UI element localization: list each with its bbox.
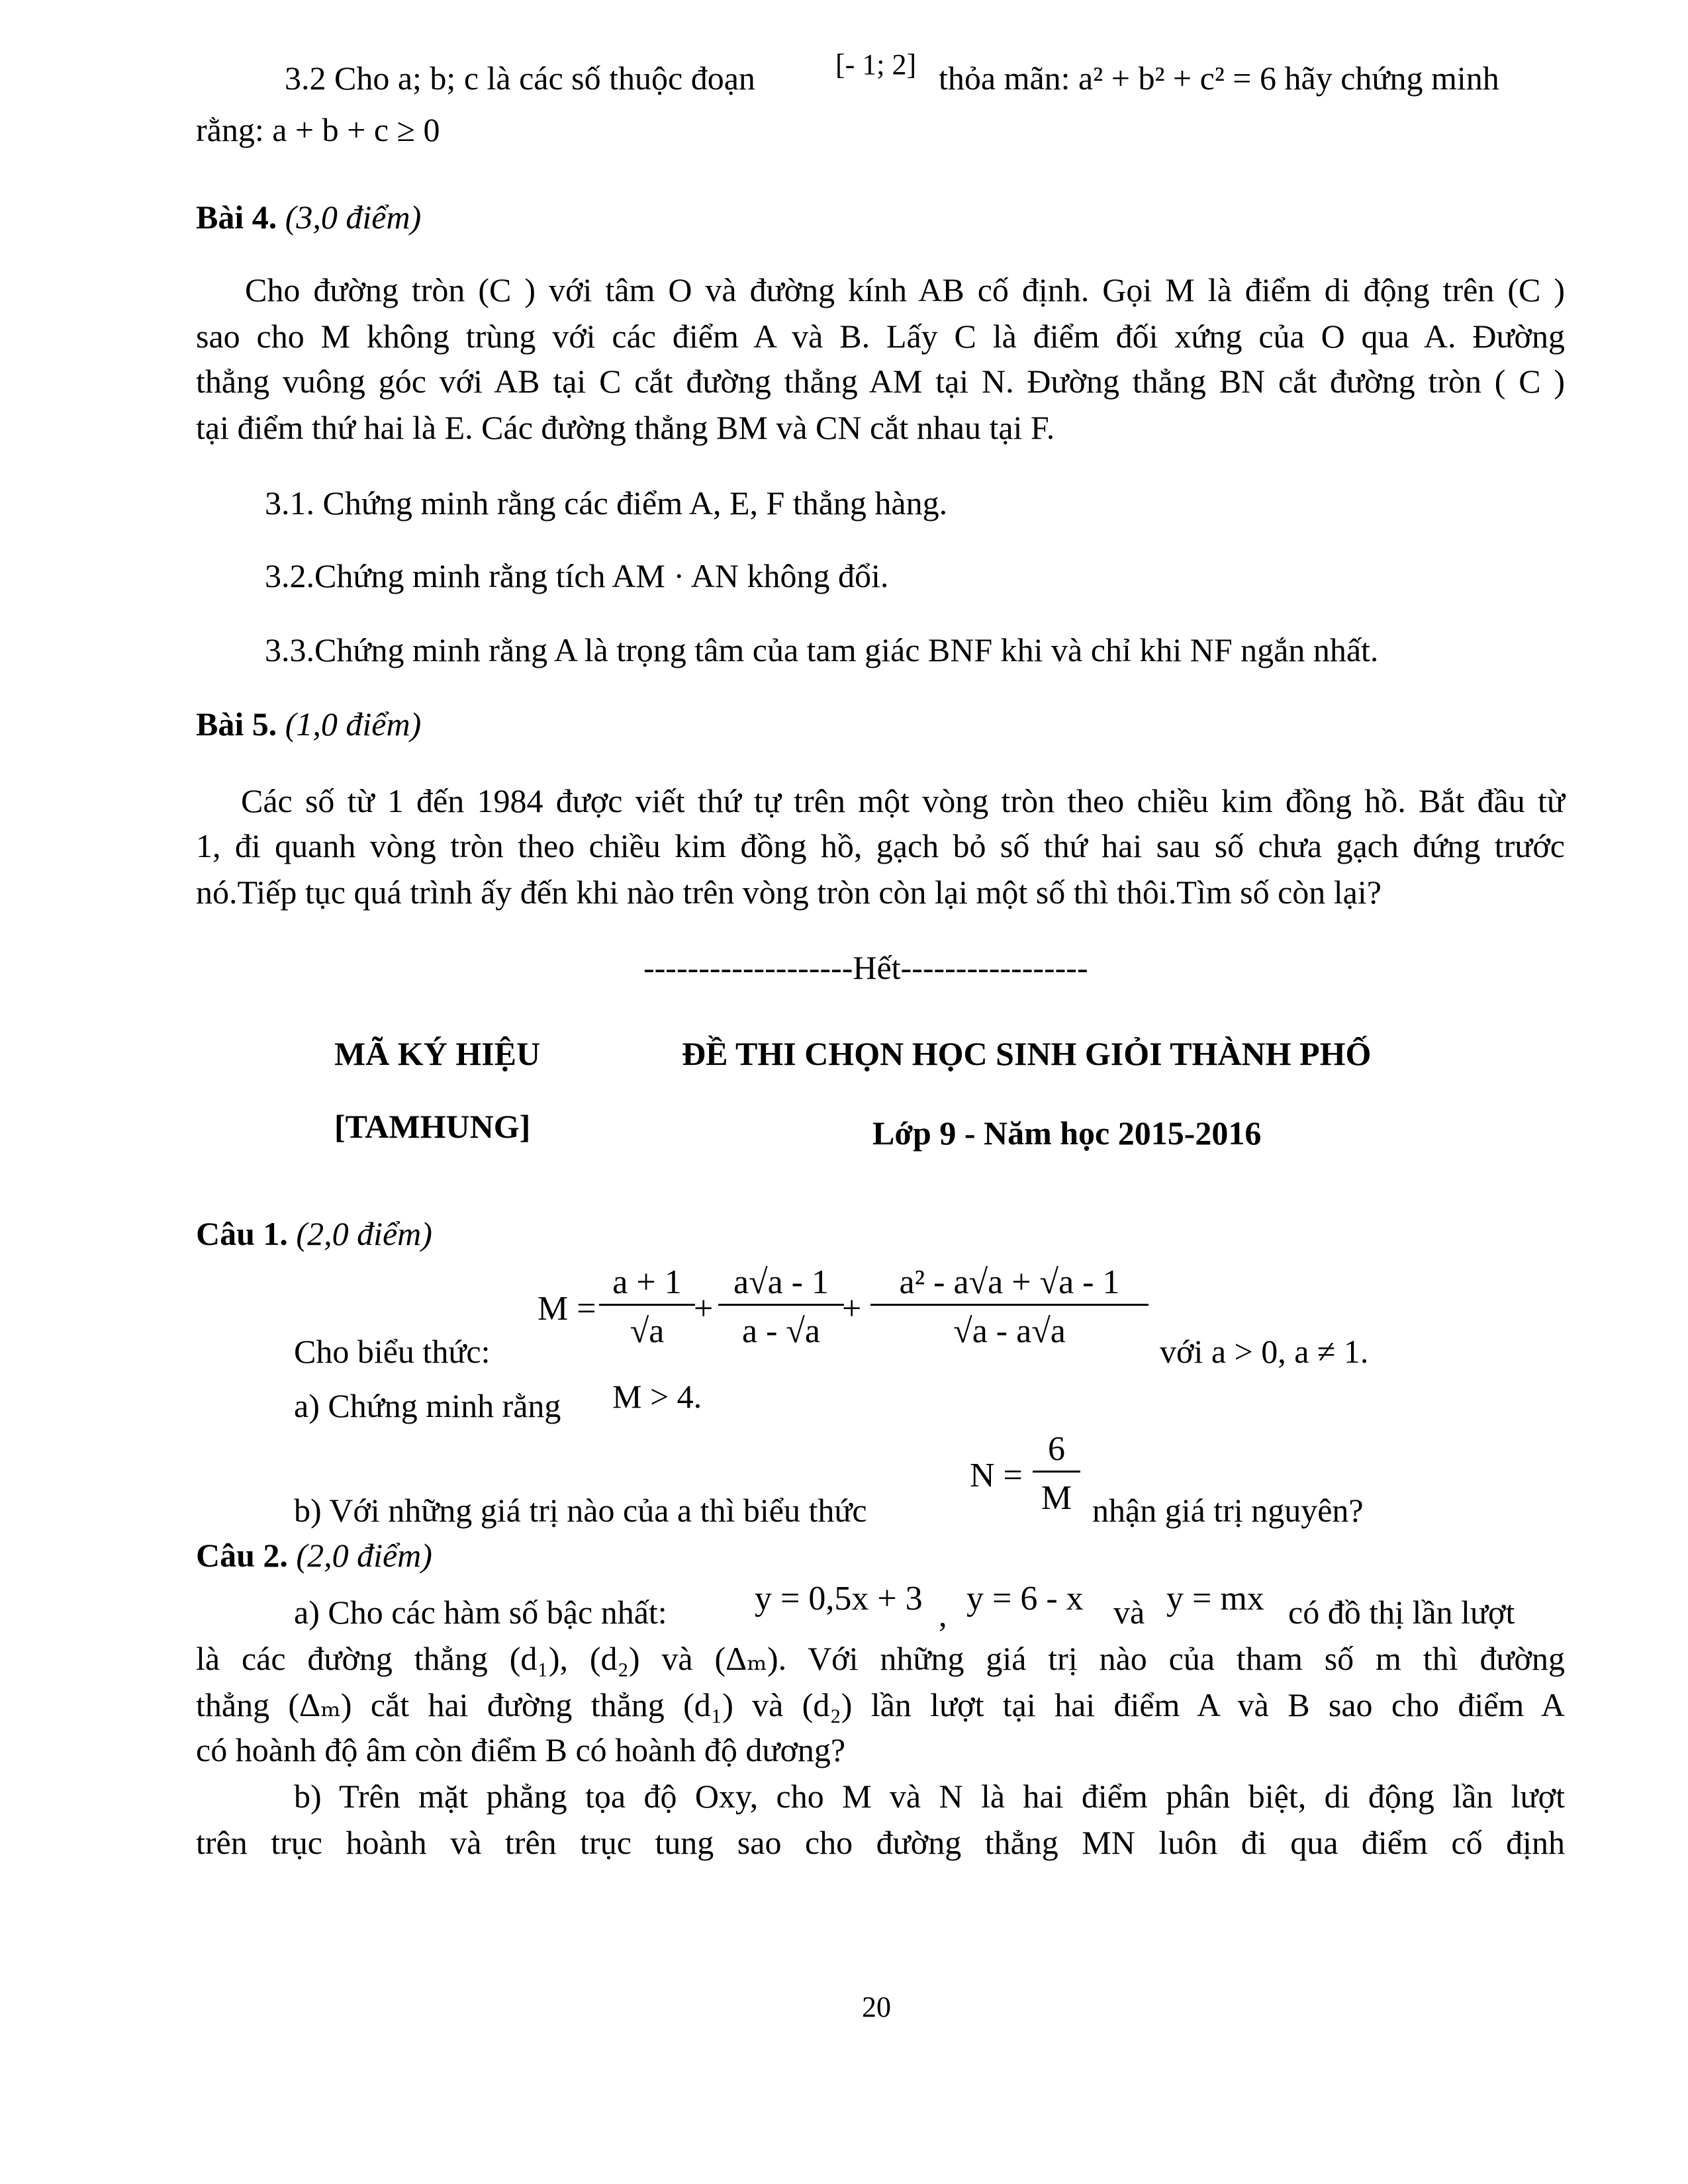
p32-condition: thỏa mãn: a² + b² + c² = 6 hãy chứng minh (939, 60, 1499, 97)
frac1-num: a + 1 (612, 1263, 682, 1301)
cau2-points: (2,0 điểm) (296, 1537, 432, 1574)
frac2-bar (718, 1304, 844, 1306)
bai4-q3: 3.3.Chứng minh rằng A là trọng tâm của tam giác BNF khi và chỉ khi NF ngắn nhất. (265, 631, 1379, 668)
cau2-a-line-3: thẳng (Δₘ) cắt hai đường thẳng (d₁) và (d₂) lần lượt tại hai điểm A và B sao cho điểm A (196, 1686, 1565, 1723)
plus-2: + (842, 1290, 862, 1328)
bai5-line-3: nó.Tiếp tục quá trình ấy đến khi nào trên vòng tròn còn lại một số thì thôi.Tìm số còn lại? (196, 874, 1382, 911)
exam-code: [TAMHUNG] (334, 1108, 531, 1145)
n-frac-bar (1033, 1471, 1080, 1473)
cau1-qb-tail: nhận giá trị nguyên? (1092, 1492, 1364, 1529)
bai4-line-4: tại điểm thứ hai là E. Các đường thẳng BM và CN cắt nhau tại F. (196, 409, 1055, 446)
cau2-a-line-4: có hoành độ âm còn điểm B có hoành độ dương? (196, 1731, 846, 1768)
frac3-num: a² - a√a + √a - 1 (899, 1263, 1120, 1301)
p32-interval: [- 1; 2] (835, 48, 917, 81)
frac3-bar (870, 1304, 1149, 1306)
cau2-a-line-2: là các đường thẳng (d₁), (d₂) và (Δₘ). Với những giá trị nào của tham số m thì đường (196, 1640, 1565, 1677)
frac1-den: √a (630, 1312, 665, 1350)
cau2-a-start: a) Cho các hàm số bậc nhất: (294, 1594, 667, 1631)
plus-1: + (694, 1290, 714, 1328)
func-comma: , (939, 1596, 947, 1633)
bai4-line-1: Cho đường tròn (C ) với tâm O và đường kính AB cố định. Gọi M là điểm di động trên (C ) (245, 271, 1565, 308)
func-d1: y = 0,5x + 3 (755, 1580, 923, 1617)
end-mark: -------------------Hết----------------- (643, 949, 1088, 986)
frac1-bar (599, 1304, 695, 1306)
n-frac-num: 6 (1048, 1430, 1065, 1468)
bai5-heading (196, 704, 421, 744)
cau1-qa-math: M > 4. (612, 1378, 702, 1415)
frac2-den: a - √a (741, 1312, 820, 1350)
exam-title: ĐỀ THI CHỌN HỌC SINH GIỎI THÀNH PHỐ (682, 1035, 1372, 1072)
bai4-line-3: thẳng vuông góc với AB tại C cắt đường thẳng AM tại N. Đường thẳng BN cắt đường tròn ( C ) (196, 363, 1565, 400)
cau1-points: (2,0 điểm) (296, 1215, 432, 1252)
exam-subtitle: Lớp 9 - Năm học 2015-2016 (872, 1115, 1262, 1152)
cau2-b-line-2: trên trục hoành và trên trục tung sao cho đường thẳng MN luôn đi qua điểm cố định (196, 1824, 1565, 1861)
cau1-qa-text: a) Chứng minh rằng (294, 1387, 561, 1424)
bai5-line-1: Các số từ 1 đến 1984 được viết thứ tự trên một vòng tròn theo chiều kim đồng hồ. Bắt đầu từ (241, 782, 1565, 819)
cau2-a-tail: có đồ thị lần lượt (1288, 1594, 1515, 1631)
func-and: và (1113, 1594, 1145, 1631)
cau1-heading (196, 1214, 432, 1253)
cau1-condition: với a > 0, a ≠ 1. (1160, 1333, 1369, 1370)
func-delta: y = mx (1166, 1580, 1264, 1617)
n-frac-den: M (1041, 1479, 1072, 1517)
cau2-title: Câu 2. (196, 1537, 288, 1574)
func-d2: y = 6 - x (966, 1580, 1084, 1617)
bai4-title: Bài 4. (196, 199, 277, 236)
p32-prefix: 3.2 Cho a; b; c là các số thuộc đoạn (285, 60, 755, 97)
code-label: MÃ KÝ HIỆU (334, 1035, 541, 1072)
p32-line2: rằng: a + b + c ≥ 0 (196, 111, 440, 148)
n-equals: N = (970, 1457, 1023, 1494)
bai4-points: (3,0 điểm) (285, 199, 422, 236)
bai5-line-2: 1, đi quanh vòng tròn theo chiều kim đồng hồ, gạch bỏ số thứ hai sau số chưa gạch đứng trước (196, 827, 1565, 864)
page-number: 20 (862, 1991, 891, 2023)
bai4-q2: 3.2.Chứng minh rằng tích AM · AN không đổi. (265, 557, 889, 594)
cau2-heading (196, 1535, 432, 1575)
m-equals: M = (538, 1290, 596, 1328)
bai4-q1: 3.1. Chứng minh rằng các điểm A, E, F thẳng hàng. (265, 484, 948, 522)
cau1-qb-text: b) Với những giá trị nào của a thì biểu thức (294, 1492, 867, 1529)
frac3-den: √a - a√a (953, 1312, 1066, 1350)
cau1-expr-label: Cho biểu thức: (294, 1333, 491, 1370)
bai4-heading (196, 197, 421, 237)
bai5-points: (1,0 điểm) (285, 705, 422, 743)
cau1-title: Câu 1. (196, 1215, 288, 1252)
bai5-title: Bài 5. (196, 705, 277, 743)
cau2-b-line-1: b) Trên mặt phẳng tọa độ Oxy, cho M và N là hai điểm phân biệt, di động lần lượt (294, 1778, 1565, 1815)
bai4-line-2: sao cho M không trùng với các điểm A và B. Lấy C là điểm đối xứng của O qua A. Đường (196, 318, 1565, 355)
frac2-num: a√a - 1 (733, 1263, 829, 1301)
